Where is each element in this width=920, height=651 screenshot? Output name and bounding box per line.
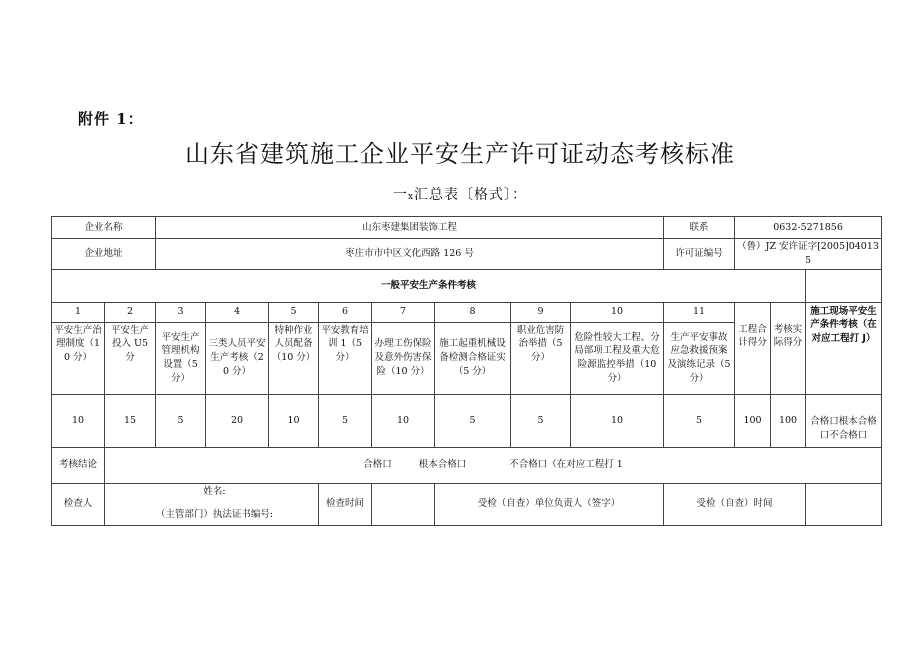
column-name: 平安教育培训 1（5 分） bbox=[319, 322, 372, 394]
page-title: 山东省建筑施工企业平安生产许可证动态考核标准 bbox=[185, 140, 735, 168]
unit-head-label: 受检（自查）单位负责人（签字） bbox=[435, 483, 664, 525]
option-pass: 合格口 bbox=[363, 459, 392, 471]
column-number: 7 bbox=[372, 302, 435, 322]
column-name: 特种作业人员配备（10 分） bbox=[269, 322, 319, 394]
column-score: 5 bbox=[511, 394, 571, 447]
license-label: 许可证编号 bbox=[664, 239, 735, 270]
column-number: 4 bbox=[206, 302, 269, 322]
column-score: 5 bbox=[156, 394, 206, 447]
conclusion-row bbox=[52, 447, 882, 483]
column-number: 10 bbox=[571, 302, 664, 322]
column-score: 5 bbox=[664, 394, 735, 447]
column-score: 20 bbox=[206, 394, 269, 447]
column-number-row bbox=[52, 302, 882, 322]
assessment-table bbox=[51, 216, 882, 526]
inspect-time-label: 受检（自查）时间 bbox=[664, 483, 806, 525]
assessment-score: 100 bbox=[771, 394, 806, 447]
company-label: 企业名称 bbox=[52, 217, 156, 239]
blank-cell bbox=[806, 269, 882, 302]
column-number: 11 bbox=[664, 302, 735, 322]
column-number: 8 bbox=[435, 302, 511, 322]
address-label: 企业地址 bbox=[52, 239, 156, 270]
column-score: 10 bbox=[372, 394, 435, 447]
address-value: 枣庄市市中区文化西路 126 号 bbox=[156, 239, 664, 270]
column-score: 5 bbox=[319, 394, 372, 447]
inspect-time-value bbox=[806, 483, 882, 525]
inspection-time-label: 检查时间 bbox=[319, 483, 372, 525]
column-name: 平安生产治理制度（10 分） bbox=[52, 322, 105, 394]
license-value: （鲁）JZ 安许证字[2005]040135 bbox=[735, 239, 882, 270]
column-name: 施工起重机械设备检测合格证实（5 分） bbox=[435, 322, 511, 394]
column-number: 1 bbox=[52, 302, 105, 322]
site-result: 合格口根本合格口不合格口 bbox=[806, 394, 882, 447]
inspector-info bbox=[105, 483, 319, 525]
column-number: 2 bbox=[105, 302, 156, 322]
column-number: 6 bbox=[319, 302, 372, 322]
subtitle-prefix: 一 bbox=[392, 187, 408, 203]
score-row bbox=[52, 394, 882, 447]
engineering-score: 100 bbox=[735, 394, 771, 447]
subtitle bbox=[0, 184, 920, 204]
column-score: 5 bbox=[435, 394, 511, 447]
inspection-time-value bbox=[372, 483, 435, 525]
column-score: 10 bbox=[52, 394, 105, 447]
option-fail: 不合格口（在对应工程打 1 bbox=[509, 459, 623, 471]
company-value: 山东枣建集团装饰工程 bbox=[156, 217, 664, 239]
conclusion-label: 考核结论 bbox=[52, 447, 105, 483]
column-name: 职业危害防治举措（5 分） bbox=[511, 322, 571, 394]
engineering-score-label: 工程合计得分 bbox=[735, 302, 771, 394]
contact-label: 联系 bbox=[664, 217, 735, 239]
conclusion-options bbox=[105, 447, 882, 483]
option-basic-pass: 根本合格口 bbox=[418, 459, 467, 471]
section-header-row bbox=[52, 269, 882, 302]
column-name: 生产平安事故应急救援预案及演练记录（5 分） bbox=[664, 322, 735, 394]
column-name: 平安生产管理机构设置（5 分） bbox=[156, 322, 206, 394]
inspection-row bbox=[52, 483, 882, 525]
column-score: 10 bbox=[571, 394, 664, 447]
site-header: 施工现场平安生产条件考核（在对应工程打 J） bbox=[806, 302, 882, 394]
column-number: 3 bbox=[156, 302, 206, 322]
section-header: 一般平安生产条件考核 bbox=[52, 269, 806, 302]
attachment-label: 附件 1： bbox=[78, 110, 144, 128]
company-row bbox=[52, 217, 882, 239]
contact-value: 0632-5271856 bbox=[735, 217, 882, 239]
column-score: 10 bbox=[269, 394, 319, 447]
assessment-score-label: 考核实际得分 bbox=[771, 302, 806, 394]
name-label: 姓名: bbox=[203, 485, 226, 497]
column-number: 9 bbox=[511, 302, 571, 322]
column-name: 平安生产投入 U5 分 bbox=[105, 322, 156, 394]
column-name: 危险性较大工程、分局部项工程及重大危险源监控举措（10 分） bbox=[571, 322, 664, 394]
subtitle-text: 汇总表〔格式〕： bbox=[414, 187, 528, 203]
column-score: 15 bbox=[105, 394, 156, 447]
column-number: 5 bbox=[269, 302, 319, 322]
address-row bbox=[52, 239, 882, 270]
column-name: 办理工伤保险及意外伤害保险（10 分） bbox=[372, 322, 435, 394]
column-name: 三类人员平安生产考核（20 分） bbox=[206, 322, 269, 394]
cert-label: （主管部门）执法证书编号: bbox=[155, 509, 274, 521]
subtitle-mark: x bbox=[407, 192, 415, 202]
inspector-label: 检查人 bbox=[52, 483, 105, 525]
